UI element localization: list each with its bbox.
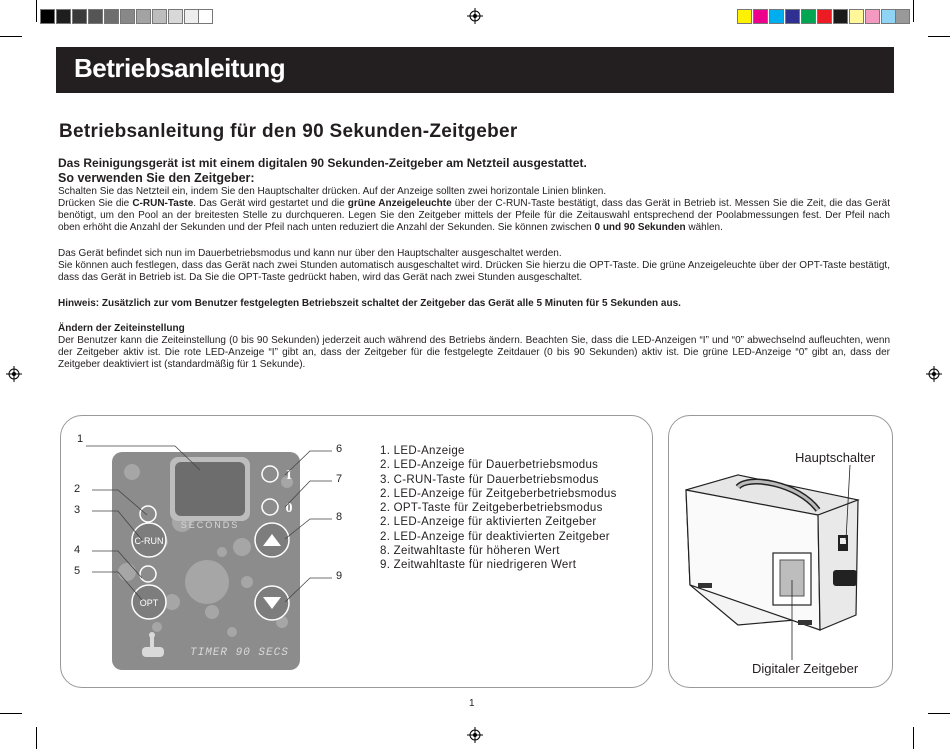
paragraph-switch-on: Schalten Sie das Netzteil ein, indem Sie den Hauptschalter drücken. Auf der Anzeige sollten zwei horizontale Linien blinken. <box>58 186 607 197</box>
paragraph-continuous-mode: Das Gerät befindet sich nun im Dauerbetriebsmodus und kann nur über den Hauptschalter ausgeschaltet werden. <box>58 248 562 259</box>
led-0-label: 0 <box>285 501 293 516</box>
registration-mark-icon <box>467 8 483 24</box>
crop-mark <box>0 713 22 714</box>
callout-9: 9 <box>336 570 343 582</box>
figure-legend <box>380 444 617 573</box>
callout-4: 4 <box>74 544 81 556</box>
crop-mark <box>36 0 37 22</box>
registration-mark-icon <box>6 366 22 382</box>
legend-item: 2. LED-Anzeige für aktivierten Zeitgeber <box>380 516 597 529</box>
callout-2: 2 <box>74 483 81 495</box>
seconds-label: SECONDS <box>180 520 240 530</box>
banner-title: Betriebsanleitung <box>74 53 286 83</box>
instructions-heading: So verwenden Sie den Zeitgeber: <box>58 171 255 185</box>
crop-mark <box>36 727 37 749</box>
c-run-label: C-RUN <box>134 536 164 546</box>
legend-item: 2. LED-Anzeige für Dauerbetriebsmodus <box>380 459 599 472</box>
crop-mark <box>0 36 22 37</box>
lead-text: Das Reinigungsgerät ist mit einem digitalen 90 Sekunden-Zeitgeber am Netzteil ausgestattet. <box>58 156 587 170</box>
legend-item: 2. LED-Anzeige für deaktivierten Zeitgeber <box>380 530 610 543</box>
legend-item: 2. OPT-Taste für Zeitgeberbetriebsmodus <box>380 502 603 515</box>
power-supply-device-illustration <box>678 465 888 660</box>
timer-label: TIMER 90 SECS <box>190 647 289 659</box>
paragraph-opt: Sie können auch festlegen, dass das Gerät nach zwei Stunden automatisch ausgeschaltet wird. Drücken Sie hierzu die OPT-Taste. Die grüne Anzeigeleuchte über der OPT-Taste bestätigt, dass das Gerät in Betrieb ist. Da Sie die OPT-Taste gedrückt haben, wird das Gerät nach zwei Stunden ausgeschaltet. <box>58 260 890 284</box>
main-switch-label: Hauptschalter <box>795 450 876 465</box>
legend-item: 2. LED-Anzeige für Zeitgeberbetriebsmodus <box>380 487 617 500</box>
hint-text: Hinweis: Zusätzlich zur vom Benutzer festgelegten Betriebszeit schaltet der Zeitgeber das Gerät alle 5 Minuten für 5 Sekunden aus. <box>58 298 681 309</box>
paragraph-change-time: Der Benutzer kann die Zeiteinstellung (0 bis 90 Sekunden) jederzeit auch während des Betriebs ändern. Beachten Sie, dass die LED-Anzeigen “I” und “0” abwechselnd aufleuchten, wenn der Zeitgeber aktiv ist. Die rote LED-Anzeige “I” gibt an, dass der Zeitgeber für die festgelegte Zeitdauer (0 bis 90 Sekunden) aktiv ist. Die grüne LED-Anzeige “0” gibt an, dass der Zeitgeber deaktiviert ist (standardmäßig für 1 Sekunde). <box>58 335 890 371</box>
crop-mark <box>928 713 950 714</box>
callout-5: 5 <box>74 565 81 577</box>
legend-item: 3. C-RUN-Taste für Dauerbetriebsmodus <box>380 473 599 486</box>
subheading-change-time: Ändern der Zeiteinstellung <box>58 323 185 334</box>
registration-mark-icon <box>926 366 942 382</box>
callout-lines <box>60 415 360 688</box>
crop-mark <box>913 0 914 22</box>
legend-item: 8. Zeitwahltaste für höheren Wert <box>380 545 560 558</box>
paragraph-crun: Drücken Sie die C-RUN-Taste. Das Gerät wird gestartet und die grüne Anzeigeleuchte über der C-RUN-Taste bestätigt, dass das Gerät in Betrieb ist. Messen Sie die Zeit, die das Gerät benötigt, um den Pool an der breitesten Stelle zu durchqueren. Legen Sie den Zeitgeber mittels der Pfeile für die Zeitauswahl entsprechend der Poolabmessungen fest. Der Pfeil nach oben erhöht die Anzahl der Sekunden und der Pfeil nach unten reduziert die Anzahl der Sekunden. Sie können zwischen 0 und 90 Sekunden wählen. <box>58 198 890 234</box>
callout-8: 8 <box>336 511 343 523</box>
legend-item: 9. Zeitwahltaste für niedrigeren Wert <box>380 559 577 572</box>
opt-label: OPT <box>139 598 159 608</box>
crop-mark <box>913 727 914 749</box>
callout-7: 7 <box>336 473 343 485</box>
title-banner <box>56 47 894 93</box>
callout-3: 3 <box>74 504 81 516</box>
led-i-label: I <box>286 468 292 483</box>
callout-1: 1 <box>77 433 84 445</box>
callout-6: 6 <box>336 443 343 455</box>
page-heading: Betriebsanleitung für den 90 Sekunden-Zeitgeber <box>59 121 518 142</box>
registration-mark-icon <box>467 727 483 743</box>
digital-timer-label: Digitaler Zeitgeber <box>752 661 859 676</box>
crop-mark <box>928 36 950 37</box>
legend-item: 1. LED-Anzeige <box>380 445 465 457</box>
page-number: 1 <box>469 698 475 709</box>
